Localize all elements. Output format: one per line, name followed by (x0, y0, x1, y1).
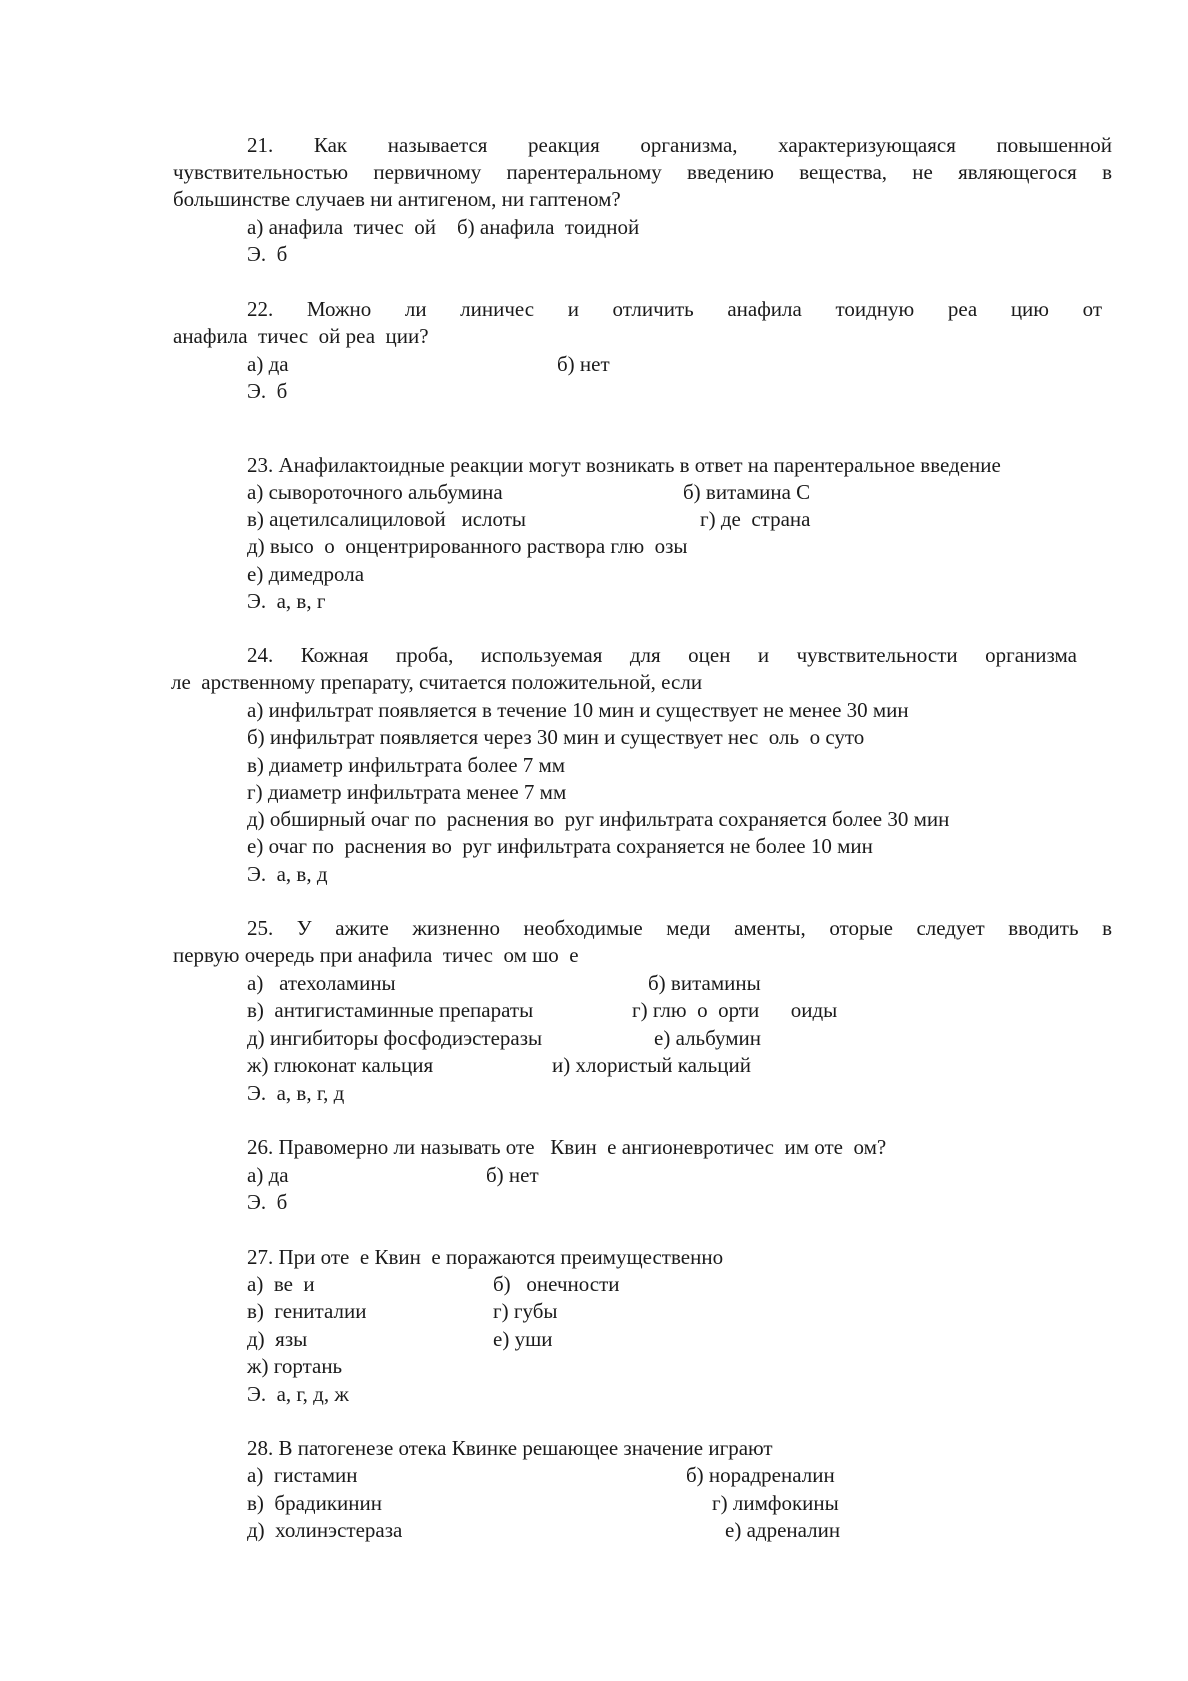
question-text-line: чувствительностью первичному парентеральному введению вещества, не являющегося в (173, 160, 1112, 184)
option-text: г) губы (493, 1299, 558, 1323)
question-text-line: 26. Правомерно ли называть оте Квин е ангионевротичес им оте ом? (247, 1135, 887, 1159)
answer-key: Э. б (247, 242, 288, 266)
option-text: б) инфильтрат появляется через 30 мин и существует нес оль о суто (247, 725, 865, 749)
question-text-line: 23. Анафилактоидные реакции могут возникать в ответ на парентеральное введение (247, 453, 1001, 477)
option-text: е) димедрола (247, 562, 365, 586)
answer-key: Э. а, г, д, ж (247, 1382, 349, 1406)
question-text-line: 24. Кожная проба, используемая для оцен и чувствительности организма (247, 643, 1077, 667)
answer-key: Э. а, в, г, д (247, 1081, 345, 1105)
option-text: д) обширный очаг по раснения во руг инфильтрата сохраняется более 30 мин (247, 807, 950, 831)
option-text: д) язы (247, 1327, 308, 1351)
option-text: а) гистамин (247, 1463, 358, 1487)
option-text: и) хлористый кальций (552, 1053, 751, 1077)
option-text: в) ацетилсалициловой ислоты (247, 507, 526, 531)
option-text: а) анафила тичес ой б) анафила тоидной (247, 215, 640, 239)
option-text: а) да (247, 352, 289, 376)
option-text: ж) гортань (247, 1354, 343, 1378)
option-text: е) очаг по раснения во руг инфильтрата сохраняется не более 10 мин (247, 834, 873, 858)
option-text: а) ве и (247, 1272, 315, 1296)
question-text-line: 22. Можно ли линичес и отличить анафила тоидную реа цию от (247, 297, 1102, 321)
option-text: г) глю о орти оиды (632, 998, 838, 1022)
answer-key: Э. б (247, 1190, 288, 1214)
question-text-line: большинстве случаев ни антигеном, ни гаптеном? (173, 187, 621, 211)
option-text: д) высо о онцентрированного раствора глю озы (247, 534, 688, 558)
option-text: г) де страна (700, 507, 811, 531)
option-text: д) холинэстераза (247, 1518, 403, 1542)
question-text-line: анафила тичес ой реа ции? (173, 324, 429, 348)
question-text-line: 27. При оте е Квин е поражаются преимущественно (247, 1245, 724, 1269)
question-text-line: 25. У ажите жизненно необходимые меди аменты, оторые следует вводить в (247, 916, 1112, 940)
option-text: ж) глюконат кальция (247, 1053, 434, 1077)
option-text: в) диаметр инфильтрата более 7 мм (247, 753, 566, 777)
question-text-line: ле арственному препарату, считается положительной, если (171, 670, 703, 694)
answer-key: Э. б (247, 379, 288, 403)
option-text: б) витамина С (683, 480, 811, 504)
option-text: г) лимфокины (712, 1491, 839, 1515)
question-text-line: 28. В патогенезе отека Квинке решающее значение играют (247, 1436, 773, 1460)
answer-key: Э. а, в, д (247, 862, 328, 886)
option-text: б) нет (557, 352, 610, 376)
option-text: б) онечности (493, 1272, 620, 1296)
option-text: е) адреналин (725, 1518, 841, 1542)
question-text-line: 21. Как называется реакция организма, характеризующаяся повышенной (247, 133, 1112, 157)
answer-key: Э. а, в, г (247, 589, 326, 613)
option-text: а) атехоламины (247, 971, 396, 995)
option-text: а) инфильтрат появляется в течение 10 мин и существует не менее 30 мин (247, 698, 909, 722)
option-text: в) гениталии (247, 1299, 367, 1323)
option-text: б) витамины (648, 971, 761, 995)
option-text: в) брадикинин (247, 1491, 382, 1515)
option-text: б) нет (486, 1163, 539, 1187)
option-text: д) ингибиторы фосфодиэстеразы (247, 1026, 543, 1050)
question-text-line: первую очередь при анафила тичес ом шо е (173, 943, 579, 967)
option-text: а) сывороточного альбумина (247, 480, 503, 504)
option-text: б) норадреналин (686, 1463, 835, 1487)
option-text: е) альбумин (654, 1026, 761, 1050)
option-text: г) диаметр инфильтрата менее 7 мм (247, 780, 567, 804)
option-text: а) да (247, 1163, 289, 1187)
option-text: е) уши (493, 1327, 553, 1351)
option-text: в) антигистаминные препараты (247, 998, 534, 1022)
